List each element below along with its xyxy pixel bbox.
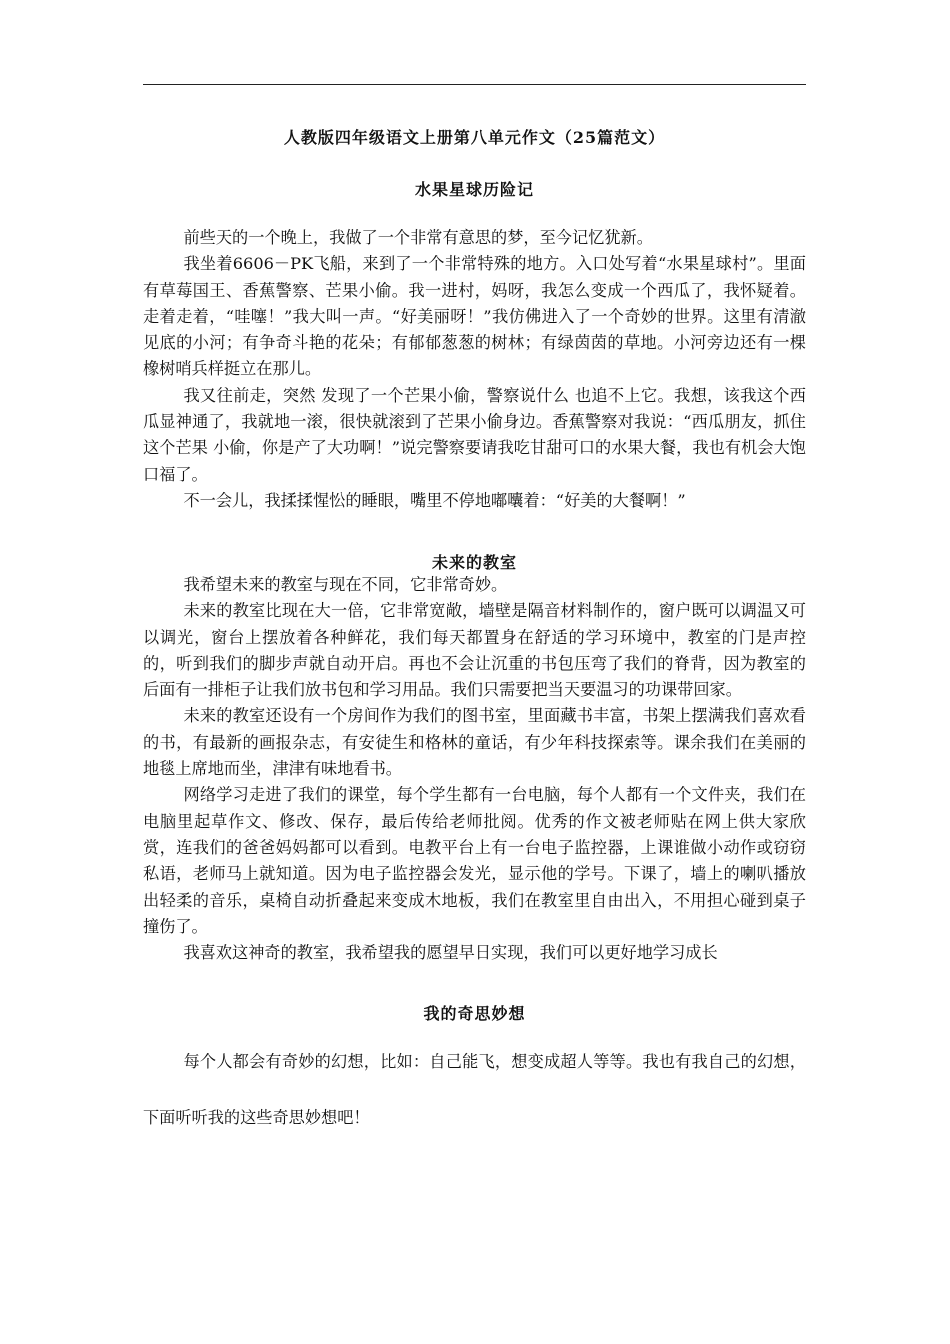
paragraph: 未来的教室还设有一个房间作为我们的图书室，里面藏书丰富，书架上摆满我们喜欢看的书，有最新的画报杂志，有安徒生和格林的童话，有少年科技探索等。课余我们在美丽的地毯上席地而坐，津津有味地看书。 xyxy=(143,706,806,779)
paragraph: 不一会儿，我揉揉惺忪的睡眼，嘴里不停地嘟囔着：“好美的大餐啊！” xyxy=(183,490,686,510)
paragraph: 每个人都会有奇妙的幻想，比如：自己能飞，想变成超人等等。我也有我自己的幻想，下面听听我的这些奇思妙想吧！ xyxy=(143,1052,806,1127)
paragraph: 前些天的一个晚上，我做了一个非常有意思的梦，至今记忆犹新。 xyxy=(183,228,653,247)
paragraph: 我希望未来的教室与现在不同，它非常奇妙。 xyxy=(183,575,508,594)
paragraph: 我坐着6606－PK飞船，来到了一个非常特殊的地方。入口处写着“水果星球村”。里面有草莓国王、香蕉警察、芒果小偷。我一进村，妈呀，我怎么变成一个西瓜了，我怀疑着。走着走着，“哇噻！”我大叫一声。“好美丽呀！”我仿佛进入了一个奇妙的世界。这里有清澈见底的小河；有争奇斗艳的花朵；有郁郁葱葱的树林；有绿茵茵的草地。小河旁边还有一棵橡树哨兵样挺立在那儿。 xyxy=(143,254,806,379)
essay-title-fruit-planet: 水果星球历险记 xyxy=(414,180,534,199)
paragraph: 我又往前走，突然 发现了一个芒果小偷，警察说什么 也追不上它。我想，该我这个西瓜显神通了，我就地一滚，很快就滚到了芒果小偷身边。香蕉警察对我说：“西瓜朋友，抓住这个芒果 小偷，你是产了大功啊！”说完警察要请我吃甘甜可口的水果大餐，我也有机会大饱口福了。 xyxy=(143,385,806,484)
essay-title-wonderful-ideas: 我的奇思妙想 xyxy=(423,1004,526,1023)
essay-title-future-classroom: 未来的教室 xyxy=(431,553,517,572)
paragraph: 网络学习走进了我们的课堂，每个学生都有一台电脑，每个人都有一个文件夹，我们在电脑里起草作文、修改、保存，最后传给老师批阅。优秀的作文被老师贴在网上供大家欣赏，连我们的爸爸妈妈都可以看到。电教平台上有一台电子监控器，上课谁做小动作或窃窃私语，老师马上就知道。因为电子监控器会发光，显示他的学号。下课了，墙上的喇叭播放出轻柔的音乐，桌椅自动折叠起来变成木地板，我们在教室里自由出入，不用担心碰到桌子撞伤了。 xyxy=(143,785,806,936)
paragraph: 我喜欢这神奇的教室，我希望我的愿望早日实现，我们可以更好地学习成长 xyxy=(183,943,718,963)
essay-body-wonderful-ideas xyxy=(143,1034,806,1146)
essay-body-fruit-planet xyxy=(143,225,806,514)
document-title: 人教版四年级语文上册第八单元作文（25篇范文） xyxy=(283,128,666,147)
paragraph: 未来的教室比现在大一倍，它非常宽敞，墙壁是隔音材料制作的，窗户既可以调温又可以调光，窗台上摆放着各种鲜花，我们每天都置身在舒适的学习环境中，教室的门是声控的，听到我们的脚步声就自动开启。再也不会让沉重的书包压弯了我们的脊背，因为教室的后面有一排柜子让我们放书包和学习用品。我们只需要把当天要温习的功课带回家。 xyxy=(143,601,806,700)
essay-body-future-classroom xyxy=(143,572,806,966)
header-divider xyxy=(143,84,806,85)
